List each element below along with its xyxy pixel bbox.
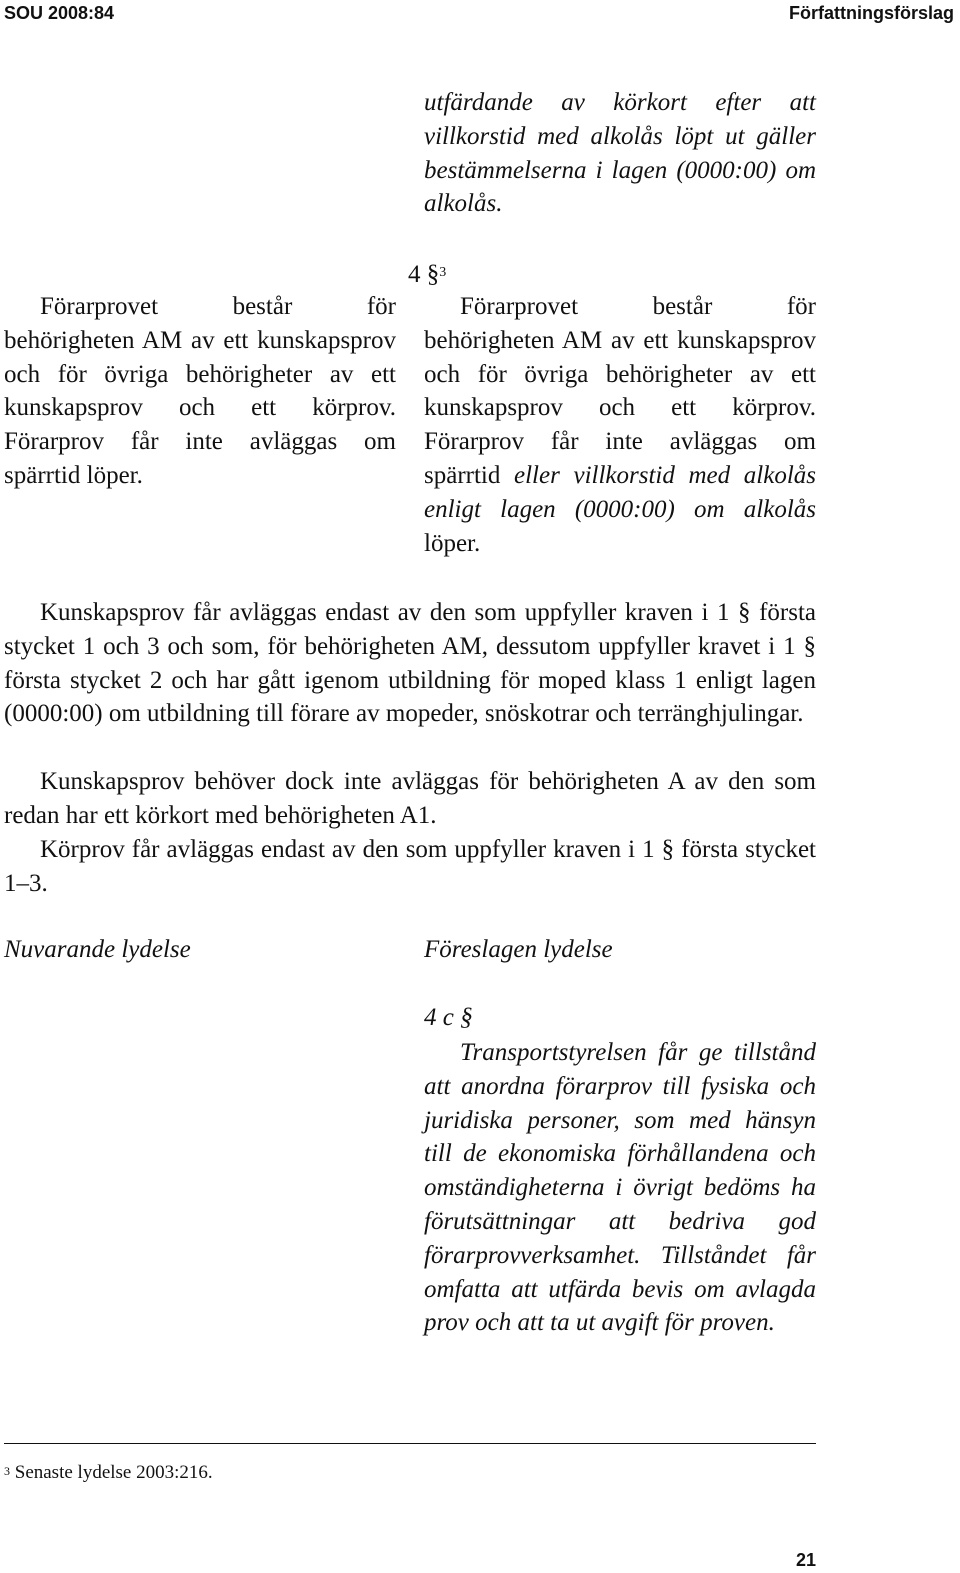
paragraph-korprov: Körprov får avläggas endast av den som uppfyller kraven i 1 § första stycket 1–3. [4, 836, 816, 897]
proposed-insertion: eller villkorstid med alkolås enligt lagen (0000:00) om alkolås [424, 461, 816, 523]
footnote-divider [4, 1443, 816, 1444]
section-4-number: 4 §$^3$ [408, 261, 447, 288]
paragraph-kunskapsprov-exception: Kunskapsprov behöver dock inte avläggas för behörigheten A av den som redan har ett körkort med behörigheten A1. [4, 768, 816, 829]
footnote-ref: 3 [439, 265, 447, 280]
document-reference: SOU 2008:84 [4, 3, 115, 23]
top-right-paragraph: utfärdande av körkort efter att villkorstid med alkolås löpt ut gäller bestämmelserna i lagen (0000:00) om alkolås. [424, 89, 816, 218]
heading-current: Nuvarande lydelse [4, 936, 191, 963]
section-title: Författningsförslag [789, 3, 954, 23]
section-4-current-text: Förarprovet består för behörigheten AM av ett kunskapsprov och för övriga behörigheter av ett kunskapsprov och ett körprov. Förarprov får inte avläggas om spärrtid löper. [4, 293, 396, 489]
footnote: $^3$ Senaste lydelse 2003:216. [4, 1462, 213, 1483]
page-number: 21 [795, 1550, 816, 1570]
section-4c-number: 4 c § [424, 1004, 473, 1031]
paragraph-kunskapsprov: Kunskapsprov får avläggas endast av den som uppfyller kraven i 1 § första stycket 1 och 3 och som, för behörigheten AM, dessutom uppfyller kravet i 1 § första stycket 2 och har gått igenom utbildning för moped klass 1 enligt lagen (0000:00) om utbildning till förare av mopeder, snöskotrar och terränghjulingar. [4, 599, 816, 728]
section-4-proposed-text: Förarprovet består för behörigheten AM av ett kunskapsprov och för övriga behörigheter av ett kunskapsprov och ett körprov. Förarprov får inte avläggas om spärrtid eller villkorstid med alkolås enligt lagen (0000:00) om alkolås löper. [424, 293, 816, 557]
heading-proposed: Föreslagen lydelse [424, 936, 613, 963]
section-4c-text: Transportstyrelsen får ge tillstånd att anordna förarprov till fysiska och juridiska personer, som med hänsyn till de ekonomiska förhållandena och omständigheterna i övrigt bedöms ha förutsättningar att bedriva god förarprovverksamhet. Tillståndet får omfatta att utfärda bevis om avlagda prov och att ta ut avgift för proven. [424, 1039, 816, 1337]
